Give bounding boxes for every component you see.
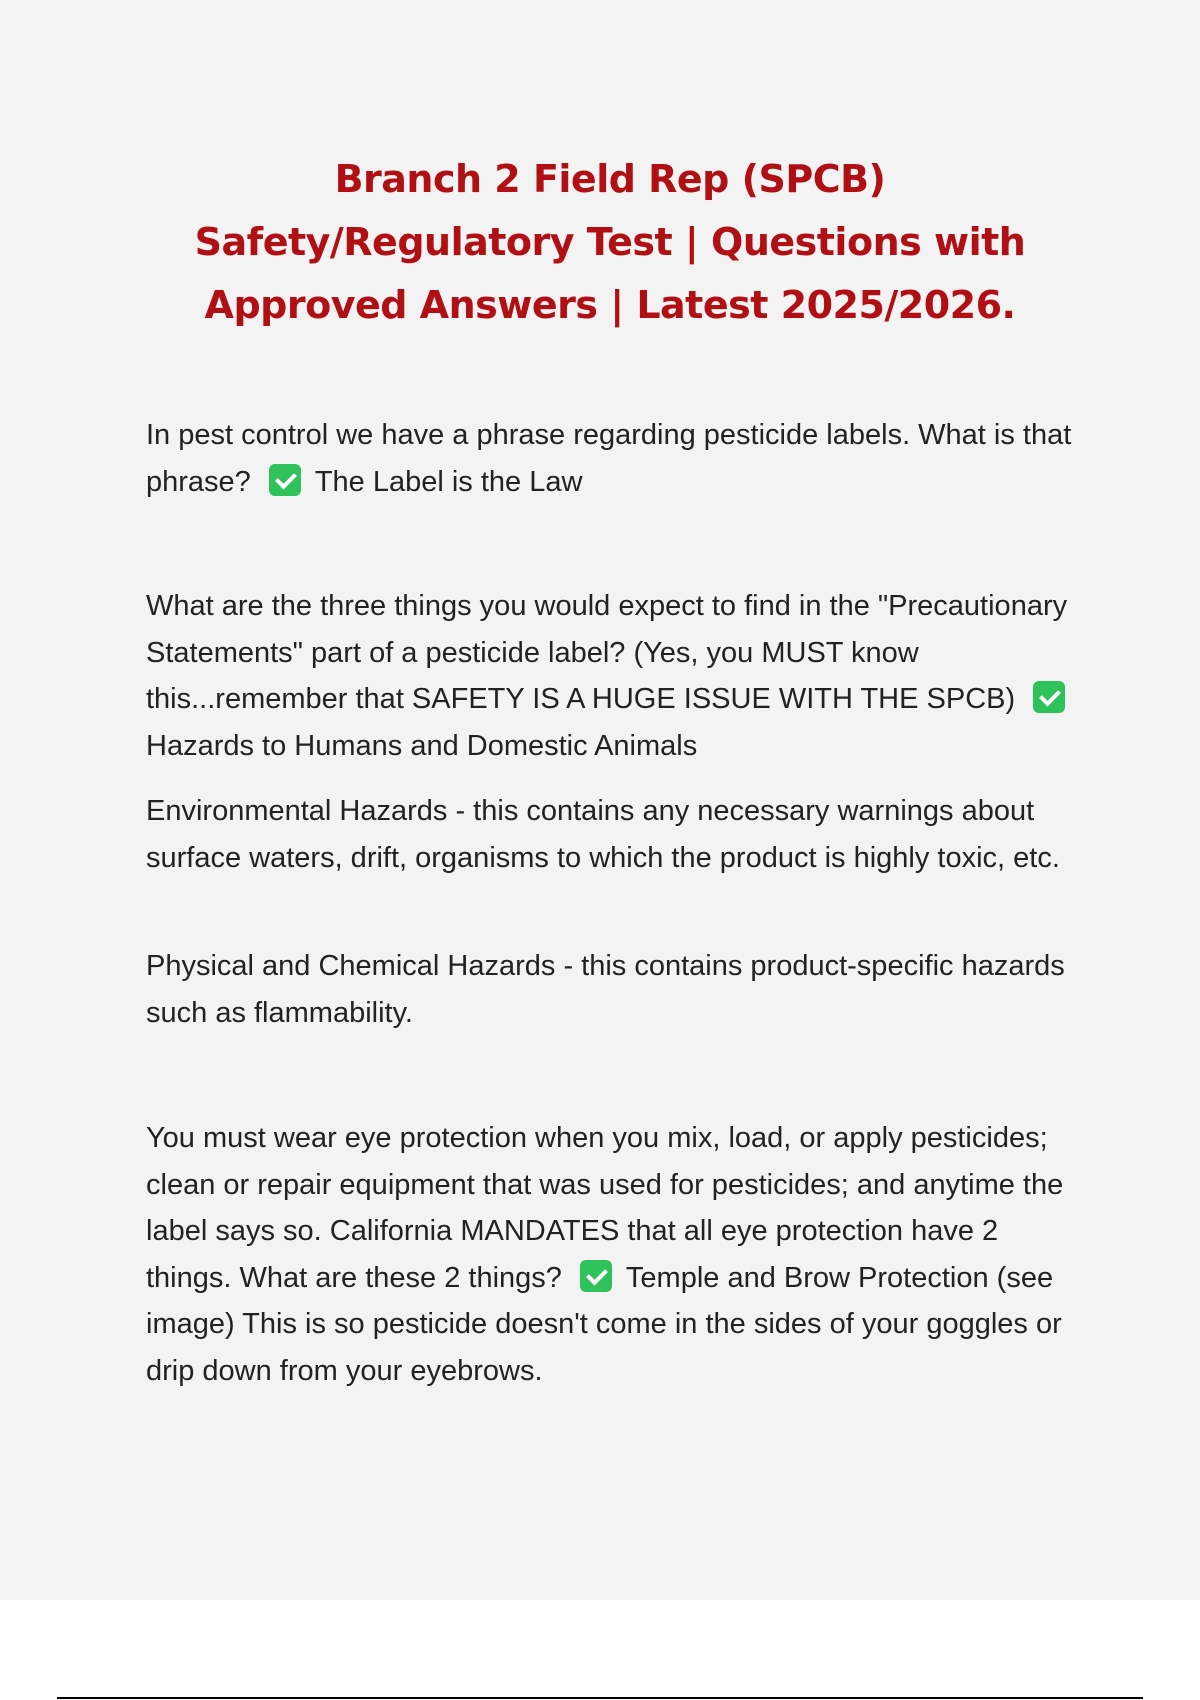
check-mark-icon <box>269 464 301 496</box>
qa-item-3 <box>146 1115 1086 1394</box>
question-text: You must wear eye protection when you mix, load, or apply pesticides; clean or repair equipment that was used for pesticides; and anytime the label says so. California MANDATES that all eye protection have 2 things. What are these 2 things? <box>146 1122 1064 1294</box>
qa-item-2 <box>146 583 1086 769</box>
answer-text: Hazards to Humans and Domestic Animals <box>146 729 698 762</box>
footer-divider <box>57 1697 1143 1699</box>
answer-continuation-paragraph: Environmental Hazards - this contains any necessary warnings about surface waters, drift, organisms to which the product is highly toxic, etc. <box>146 795 1060 874</box>
answer-text: The Label is the Law <box>314 465 583 498</box>
answer-continuation-paragraph: Physical and Chemical Hazards - this contains product-specific hazards such as flammability. <box>146 950 1065 1029</box>
answer-text: Temple and Brow Protection (see image) This is so pesticide doesn't come in the sides of your goggles or drip down from your eyebrows. <box>146 1261 1062 1387</box>
check-mark-icon <box>1033 681 1065 713</box>
document-title: Branch 2 Field Rep (SPCB) Safety/Regulatory Test | Questions with Approved Answers | Latest 2025/2026. <box>194 157 1026 327</box>
question-text: What are the three things you would expect to find in the "Precautionary Statements" part of a pesticide label? (Yes, you MUST know this...remember that SAFETY IS A HUGE ISSUE WITH THE SPCB) <box>146 590 1068 715</box>
qa-item-1 <box>146 412 1086 505</box>
check-mark-icon <box>580 1260 612 1292</box>
question-text: In pest control we have a phrase regarding pesticide labels. What is that phrase? <box>146 419 1072 498</box>
